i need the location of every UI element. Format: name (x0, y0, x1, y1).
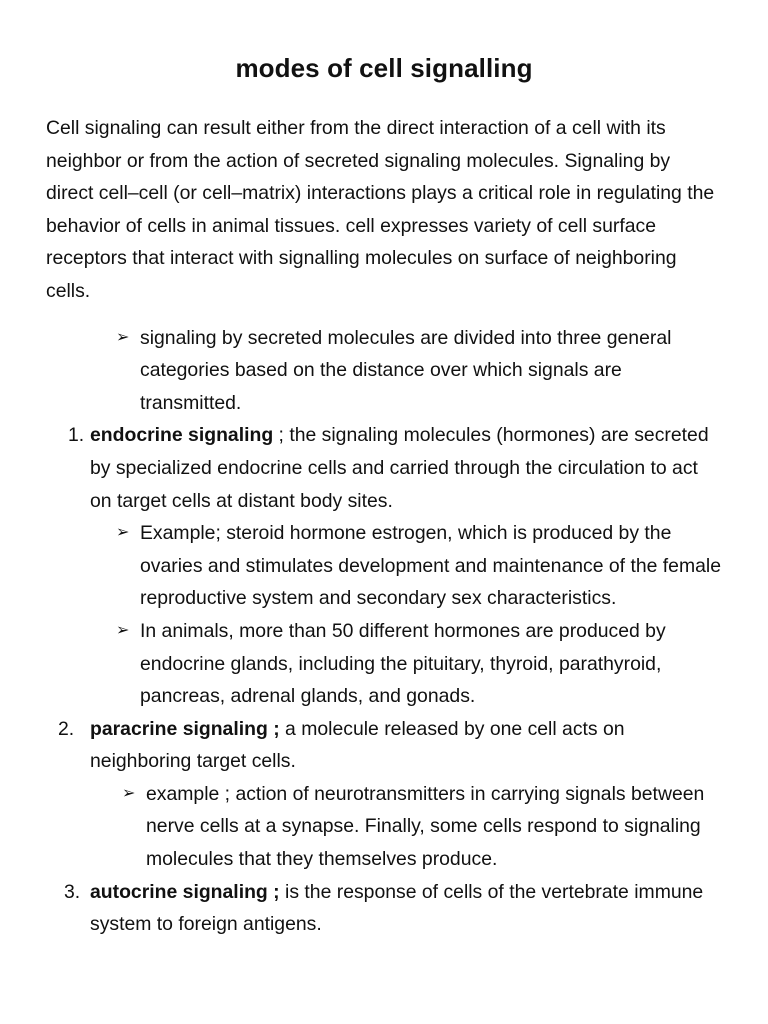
item-term: autocrine signaling ; (90, 880, 280, 903)
item-term: paracrine signaling ; (90, 717, 280, 740)
item-text: a molecule released by one cell acts on neighboring target cells. (90, 717, 625, 773)
numbered-item-endocrine (68, 419, 722, 517)
item-term: endocrine signaling (90, 424, 274, 447)
bullet-text: signaling by secreted molecules are divided into three general categories based on the distance over which signals are transmitted. (140, 326, 672, 414)
item-text: is the response of cells of the vertebrate immune system to foreign antigens. (90, 880, 704, 936)
bullet-text: In animals, more than 50 different hormones are produced by endocrine glands, including the pituitary, thyroid, parathyroid, pancreas, adrenal glands, and gonads. (140, 619, 666, 708)
arrow-bullet-icon: ➢ (116, 524, 130, 542)
document-title: modes of cell signalling (235, 53, 533, 83)
arrow-bullet-icon: ➢ (122, 784, 136, 802)
item-number: 2. (58, 717, 75, 740)
numbered-item-paracrine (58, 713, 722, 778)
bullet-item (116, 322, 722, 420)
item-text: ; the signaling molecules (hormones) are secreted by specialized endocrine cells and carried through the circulation to act on target cells at distant body sites. (90, 424, 709, 512)
item-number: 3. (64, 880, 81, 903)
bullet-text: example ; action of neurotransmitters in carrying signals between nerve cells at a synapse. Finally, some cells respond to signaling molecules that they themselves produce. (146, 782, 705, 871)
bullet-item (116, 517, 722, 615)
numbered-item-autocrine (64, 876, 722, 941)
arrow-bullet-icon: ➢ (116, 328, 130, 346)
bullet-item (122, 778, 722, 876)
arrow-bullet-icon: ➢ (116, 621, 130, 639)
item-number: 1. (68, 424, 85, 447)
intro-paragraph: Cell signaling can result either from the direct interaction of a cell with its neighbor or from the action of secreted signaling molecules. Signaling by direct cell–cell (or cell–matrix) interactions plays a critical role in regulating the behavior of cells in animal tissues. cell expresses variety of cell surface receptors that interact with signalling molecules on surface of neighboring cells. (46, 117, 715, 302)
bullet-item (116, 615, 722, 713)
bullet-text: Example; steroid hormone estrogen, which is produced by the ovaries and stimulates development and maintenance of the female reproductive system and secondary sex characteristics. (140, 522, 721, 610)
